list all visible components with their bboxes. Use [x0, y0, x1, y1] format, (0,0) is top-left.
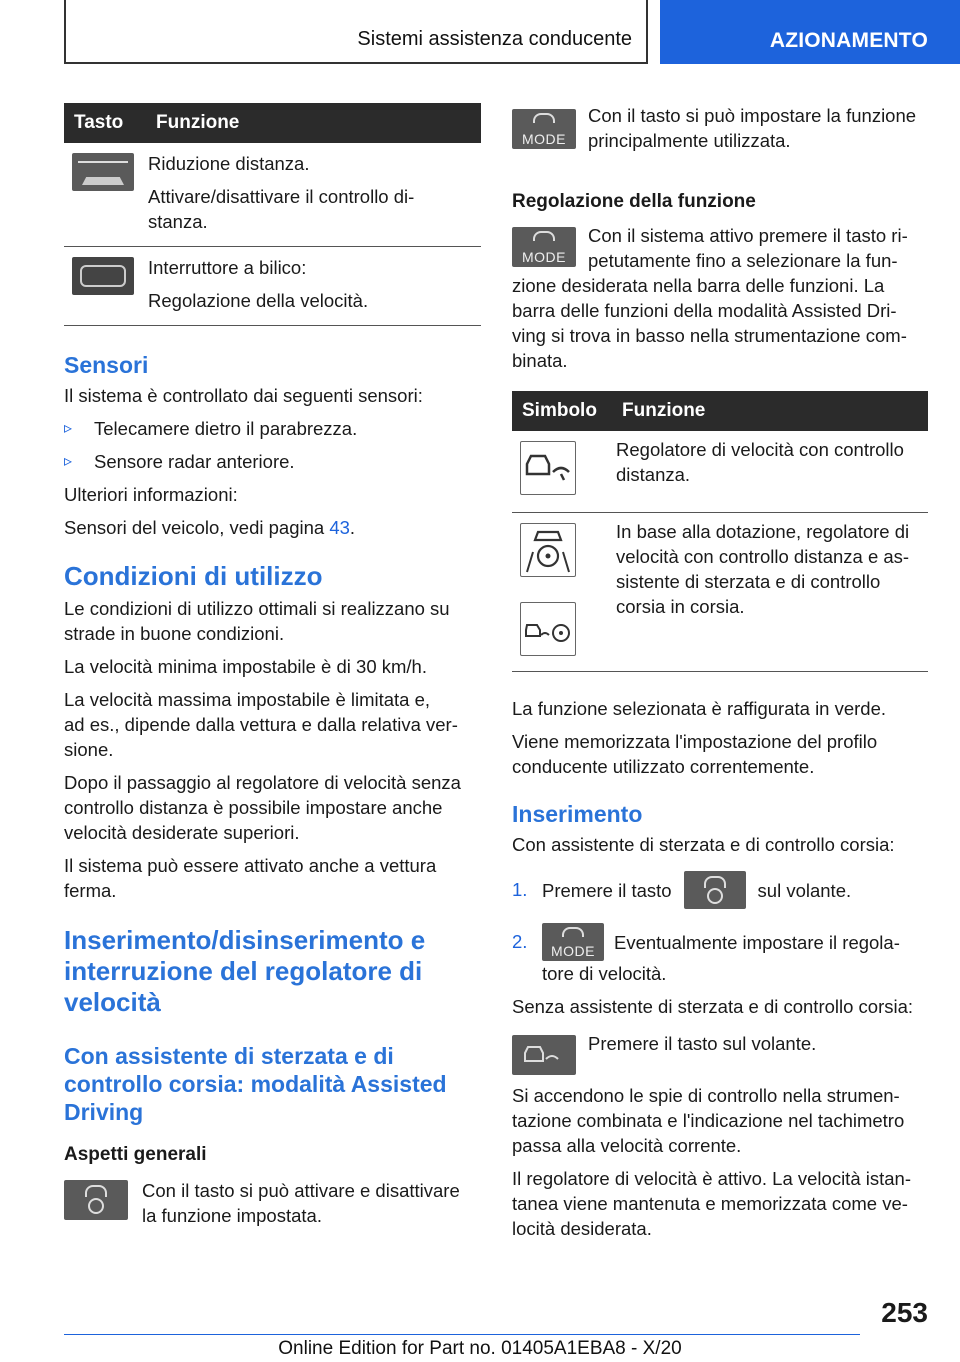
- table-header-funzione: Funzione: [146, 103, 481, 143]
- row-text: velocità con controllo distanza e as-: [616, 546, 910, 567]
- step-text: tore di velocità.: [542, 963, 667, 984]
- paragraph: La velocità minima impostabile è di 30 km/h.: [64, 656, 427, 677]
- bullet-text: Sensore radar anteriore.: [94, 451, 295, 472]
- sensori-intro: Il sistema è controllato dai seguenti sensori:: [64, 385, 423, 406]
- chapter-tab[interactable]: [660, 0, 960, 64]
- right-column: [512, 103, 928, 1241]
- table-row: [64, 247, 481, 326]
- paragraph: binata.: [512, 350, 568, 371]
- step-text: Eventualmente impostare il regola-: [614, 931, 900, 953]
- row-text: Riduzione distanza.: [148, 153, 310, 174]
- row-text: Interruttore a bilico:: [148, 257, 307, 278]
- paragraph: La velocità massima impostabile è limitata e,: [64, 689, 431, 710]
- bullet-text: Telecamere dietro il parabrezza.: [94, 418, 358, 439]
- table-header-funzione: Funzione: [612, 391, 928, 431]
- regolazione-heading: Regolazione della funzione: [512, 191, 756, 212]
- mode-button-icon: MODE: [512, 109, 576, 149]
- distance-button-icon: [72, 153, 134, 191]
- paragraph: velocità desiderate superiori.: [64, 822, 300, 843]
- table-row: [64, 143, 481, 247]
- inserimento-main-heading: Inserimento/disinserimento e interruzione del regolatore di velocità: [64, 925, 426, 1017]
- rocker-switch-icon: [72, 257, 134, 295]
- paragraph: principalmente utilizzata.: [588, 130, 791, 151]
- paragraph: strade in buone condizioni.: [64, 623, 285, 644]
- section-title: Sistemi assistenza conducente: [357, 28, 632, 50]
- paragraph: Con il tasto si può impostare la funzione: [588, 105, 917, 126]
- row-text: In base alla dotazione, regolatore di: [616, 521, 910, 542]
- condizioni-heading: Condizioni di utilizzo: [64, 561, 323, 591]
- paragraph: la funzione impostata.: [142, 1205, 322, 1226]
- paragraph: Il regolatore di velocità è attivo. La velocità istan-: [512, 1168, 911, 1189]
- table-header-simbolo: Simbolo: [512, 391, 612, 431]
- paragraph: Con assistente di sterzata e di controllo corsia:: [512, 834, 895, 855]
- mode-block: [512, 103, 928, 153]
- list-item: [64, 416, 481, 441]
- paragraph: Premere il tasto sul volante.: [588, 1033, 817, 1054]
- mode-button-icon: MODE: [512, 227, 576, 267]
- inserimento-heading: Inserimento: [512, 801, 643, 827]
- table-row: [512, 513, 928, 672]
- paragraph: ving si trova in basso nella strumentazione com-: [512, 325, 907, 346]
- symbol-function-table: [512, 391, 928, 672]
- cruise-distance-symbol-icon: [520, 441, 576, 495]
- footer-divider: [64, 1334, 860, 1335]
- row-text: Attivare/disattivare il controllo di-: [148, 186, 415, 207]
- table-header-tasto: Tasto: [64, 103, 146, 143]
- header-box: [64, 0, 648, 64]
- paragraph: Con il tasto si può attivare e disattivare: [142, 1180, 460, 1201]
- mode-button-icon: MODE: [542, 923, 604, 961]
- paragraph: Il sistema può essere attivato anche a vettura: [64, 855, 437, 876]
- paragraph: zione desiderata nella barra delle funzioni. La: [512, 275, 885, 296]
- table-row: [512, 431, 928, 513]
- lane-steering-symbol-icon: [520, 602, 576, 656]
- assisted-driving-subheading: Con assistente di sterzata e di controllo corsia: modalità Assisted Driving: [64, 1043, 447, 1125]
- paragraph: tanea viene mantenuta e memorizzata come ve-: [512, 1193, 908, 1214]
- paragraph: Senza assistente di sterzata e di controllo corsia:: [512, 996, 914, 1017]
- paragraph: tazione combinata e l'indicazione nel tachimetro: [512, 1110, 905, 1131]
- page-number: 253: [881, 1297, 928, 1328]
- aspetti-block: [64, 1178, 481, 1228]
- row-text: distanza.: [616, 464, 691, 485]
- step-text: Premere il tasto: [542, 879, 672, 901]
- paragraph: barra delle funzioni della modalità Assisted Dri-: [512, 300, 897, 321]
- step-number: 1.: [512, 879, 528, 900]
- assist-steering-button-icon: [64, 1180, 128, 1220]
- paragraph: Dopo il passaggio al regolatore di velocità senza: [64, 772, 461, 793]
- paragraph: ferma.: [64, 880, 117, 901]
- cruise-distance-button-icon: [512, 1035, 576, 1075]
- paragraph: Viene memorizzata l'impostazione del profilo: [512, 731, 878, 752]
- paragraph: locità desiderata.: [512, 1218, 652, 1239]
- button-function-table: [64, 103, 481, 326]
- left-column: [64, 103, 481, 1228]
- list-item: [512, 923, 928, 961]
- row-text: corsia in corsia.: [616, 596, 745, 617]
- list-item: [512, 871, 928, 909]
- list-item: [64, 449, 481, 474]
- paragraph: petutamente fino a selezionare la fun-: [588, 250, 898, 271]
- row-text: stanza.: [148, 211, 208, 232]
- more-info: Ulteriori informazioni:: [64, 484, 238, 505]
- senza-block: [512, 1031, 928, 1075]
- aspetti-heading: Aspetti generali: [64, 1144, 207, 1165]
- row-text: Regolatore di velocità con controllo: [616, 439, 904, 460]
- paragraph: Con il sistema attivo premere il tasto ri-: [588, 225, 908, 246]
- sensori-heading: Sensori: [64, 352, 149, 378]
- paragraph: controllo distanza è possibile impostare anche: [64, 797, 443, 818]
- assist-steering-button-icon: [684, 871, 746, 909]
- paragraph: sione.: [64, 739, 114, 760]
- page-link[interactable]: 43: [329, 517, 350, 538]
- paragraph: ad es., dipende dalla vettura e dalla relativa ver-: [64, 714, 458, 735]
- row-text: Regolazione della velocità.: [148, 290, 369, 311]
- bullet-icon: ▹: [64, 420, 73, 437]
- footer-edition: Online Edition for Part no. 01405A1EBA8 - X/20: [278, 1338, 682, 1359]
- regolazione-block: [512, 223, 928, 273]
- row-text: sistente di sterzata e di controllo: [616, 571, 881, 592]
- paragraph: Si accendono le spie di controllo nella strumen-: [512, 1085, 900, 1106]
- paragraph: Le condizioni di utilizzo ottimali si realizzano su: [64, 598, 450, 619]
- chapter-tab-label: AZIONAMENTO: [769, 29, 928, 52]
- paragraph: conducente utilizzato correntemente.: [512, 756, 815, 777]
- page-reference: Sensori del veicolo, vedi pagina 43.: [64, 517, 356, 538]
- paragraph: La funzione selezionata è raffigurata in verde.: [512, 698, 887, 719]
- step-number: 2.: [512, 931, 528, 952]
- assist-steering-symbol-icon: [520, 523, 576, 577]
- paragraph: passa alla velocità corrente.: [512, 1135, 742, 1156]
- bullet-icon: ▹: [64, 453, 73, 470]
- step-text: sul volante.: [757, 879, 852, 901]
